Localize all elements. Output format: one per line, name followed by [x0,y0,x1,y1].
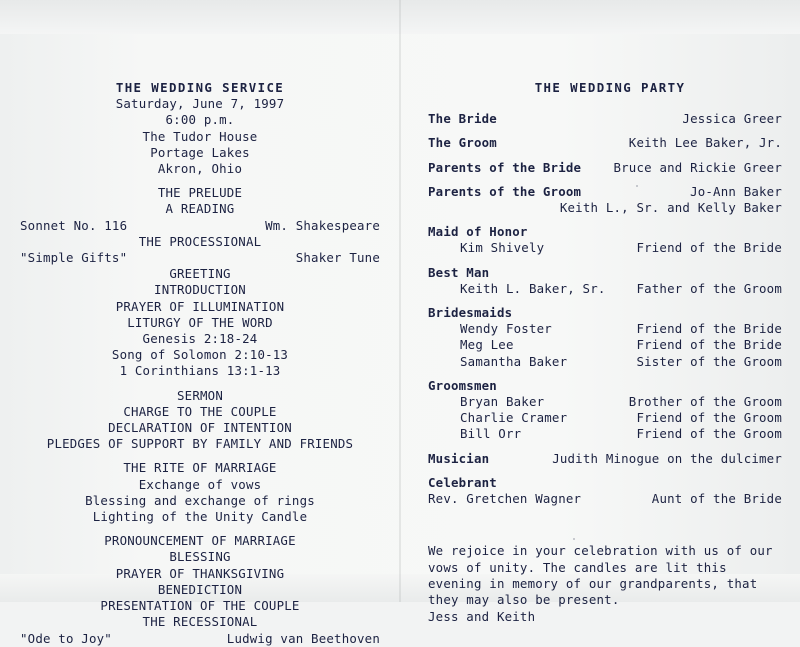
scripture-3: 1 Corinthians 13:1-13 [119,363,281,379]
groomsman-name: Bill Orr [460,426,522,442]
blessing-heading: BLESSING [169,549,231,565]
service-title: THE WEDDING SERVICE [115,80,285,95]
thanksgiving-heading: PRAYER OF THANKSGIVING [115,565,285,581]
introduction-heading: INTRODUCTION [154,282,246,298]
bridesmaid-name: Samantha Baker [460,353,568,369]
party-value-parents-bride: Bruce and Rickie Greer [613,159,782,175]
maid-of-honor-relation: Friend of the Bride [636,240,782,256]
liturgy-heading: LITURGY OF THE WORD [127,314,273,330]
party-entry-parents-bride [400,160,800,176]
greeting-heading: GREETING [169,266,231,282]
party-role-parents-groom: Parents of the Groom [428,183,582,199]
party-role-parents-bride: Parents of the Bride [428,159,582,175]
reading-line [0,218,400,234]
bridesmaid-row [400,354,800,370]
maid-of-honor-label: Maid of Honor [428,224,528,240]
rite-heading: THE RITE OF MARRIAGE [123,460,277,476]
recessional-line [0,631,400,647]
groomsman-name: Bryan Baker [460,394,545,410]
benediction-heading: BENEDICTION [157,581,243,597]
sermon-heading: SERMON [177,387,223,403]
party-value-parents-groom: Jo-Ann Baker [690,183,782,199]
service-time: 6:00 p.m. [165,112,235,128]
groomsman-name: Charlie Cramer [460,410,568,426]
best-man-relation: Father of the Groom [636,280,782,296]
recessional-heading: THE RECESSIONAL [142,614,258,630]
maid-of-honor-row [400,240,800,256]
celebrant-name: Rev. Gretchen Wagner [428,491,582,507]
party-entry-parents-groom-second [400,200,800,216]
processional-heading: THE PROCESSIONAL [138,233,262,249]
celebrant-relation: Aunt of the Bride [651,491,782,507]
bridesmaid-relation: Sister of the Groom [636,353,782,369]
bridesmaid-row [400,321,800,337]
bridesmaid-relation: Friend of the Bride [636,337,782,353]
party-value-groom: Keith Lee Baker, Jr. [628,135,782,151]
maid-of-honor-name: Kim Shively [460,240,545,256]
celebrant-row [400,491,800,507]
scripture-1: Genesis 2:18-24 [142,331,258,347]
processional-composer: Shaker Tune [295,250,380,266]
reading-source: Sonnet No. 116 [20,217,128,233]
celebrant-label: Celebrant [428,474,497,490]
closing-note: We rejoice in your celebration with us of our vows of unity. The candles are lit this evening in memory of our grandparents, that they may also be present. [428,543,773,608]
groomsman-row [400,426,800,442]
bridesmaid-name: Meg Lee [460,337,514,353]
prelude-heading: THE PRELUDE [157,185,243,201]
rite-item-1: Exchange of vows [138,476,262,492]
best-man-row [400,281,800,297]
bridesmaid-row [400,337,800,353]
groomsman-relation: Brother of the Groom [628,394,782,410]
best-man-name: Keith L. Baker, Sr. [460,280,606,296]
presentation-heading: PRESENTATION OF THE COUPLE [100,598,300,614]
recessional-composer: Ludwig van Beethoven [226,630,380,646]
bridesmaid-relation: Friend of the Bride [636,321,782,337]
musician-value: Judith Minogue on the dulcimer [552,450,782,466]
charge-heading: CHARGE TO THE COUPLE [123,403,277,419]
groomsman-row [400,394,800,410]
service-date: Saturday, June 7, 1997 [115,96,285,112]
service-city: Akron, Ohio [157,161,243,177]
rite-item-3: Lighting of the Unity Candle [92,509,308,525]
party-role-groom: The Groom [428,135,497,151]
order-of-service-column [0,80,400,647]
reading-author: Wm. Shakespeare [265,217,380,233]
reading-heading: A READING [165,201,235,217]
wedding-party-column [400,80,800,625]
party-entry-parents-groom [400,184,800,200]
musician-label: Musician [428,450,490,466]
declaration-heading: DECLARATION OF INTENTION [108,420,292,436]
recessional-piece: "Ode to Joy" [20,630,112,646]
groomsman-relation: Friend of the Groom [636,410,782,426]
paper-speck [636,185,638,187]
party-value-bride: Jessica Greer [682,111,782,127]
musician-row [400,451,800,467]
groomsman-relation: Friend of the Groom [636,426,782,442]
party-value-parents-groom-second: Keith L., Sr. and Kelly Baker [559,200,782,216]
best-man-label: Best Man [428,264,490,280]
rite-item-2: Blessing and exchange of rings [85,492,315,508]
groomsman-row [400,410,800,426]
wedding-party-title: THE WEDDING PARTY [534,80,686,95]
party-entry-groom [400,135,800,151]
service-venue: The Tudor House [142,128,258,144]
processional-piece: "Simple Gifts" [20,250,128,266]
groomsmen-label: Groomsmen [428,377,497,393]
scripture-2: Song of Solomon 2:10-13 [111,347,289,363]
service-locale: Portage Lakes [150,144,250,160]
prayer-illumination-heading: PRAYER OF ILLUMINATION [115,298,285,314]
paper-speck [573,538,575,540]
pronouncement-heading: PRONOUNCEMENT OF MARRIAGE [104,533,296,549]
processional-line [0,250,400,266]
party-entry-bride [400,111,800,127]
bridesmaid-name: Wendy Foster [460,321,552,337]
closing-signature: Jess and Keith [428,608,536,624]
bridesmaids-label: Bridesmaids [428,305,513,321]
party-role-bride: The Bride [428,111,497,127]
pledges-heading: PLEDGES OF SUPPORT BY FAMILY AND FRIENDS [46,436,354,452]
